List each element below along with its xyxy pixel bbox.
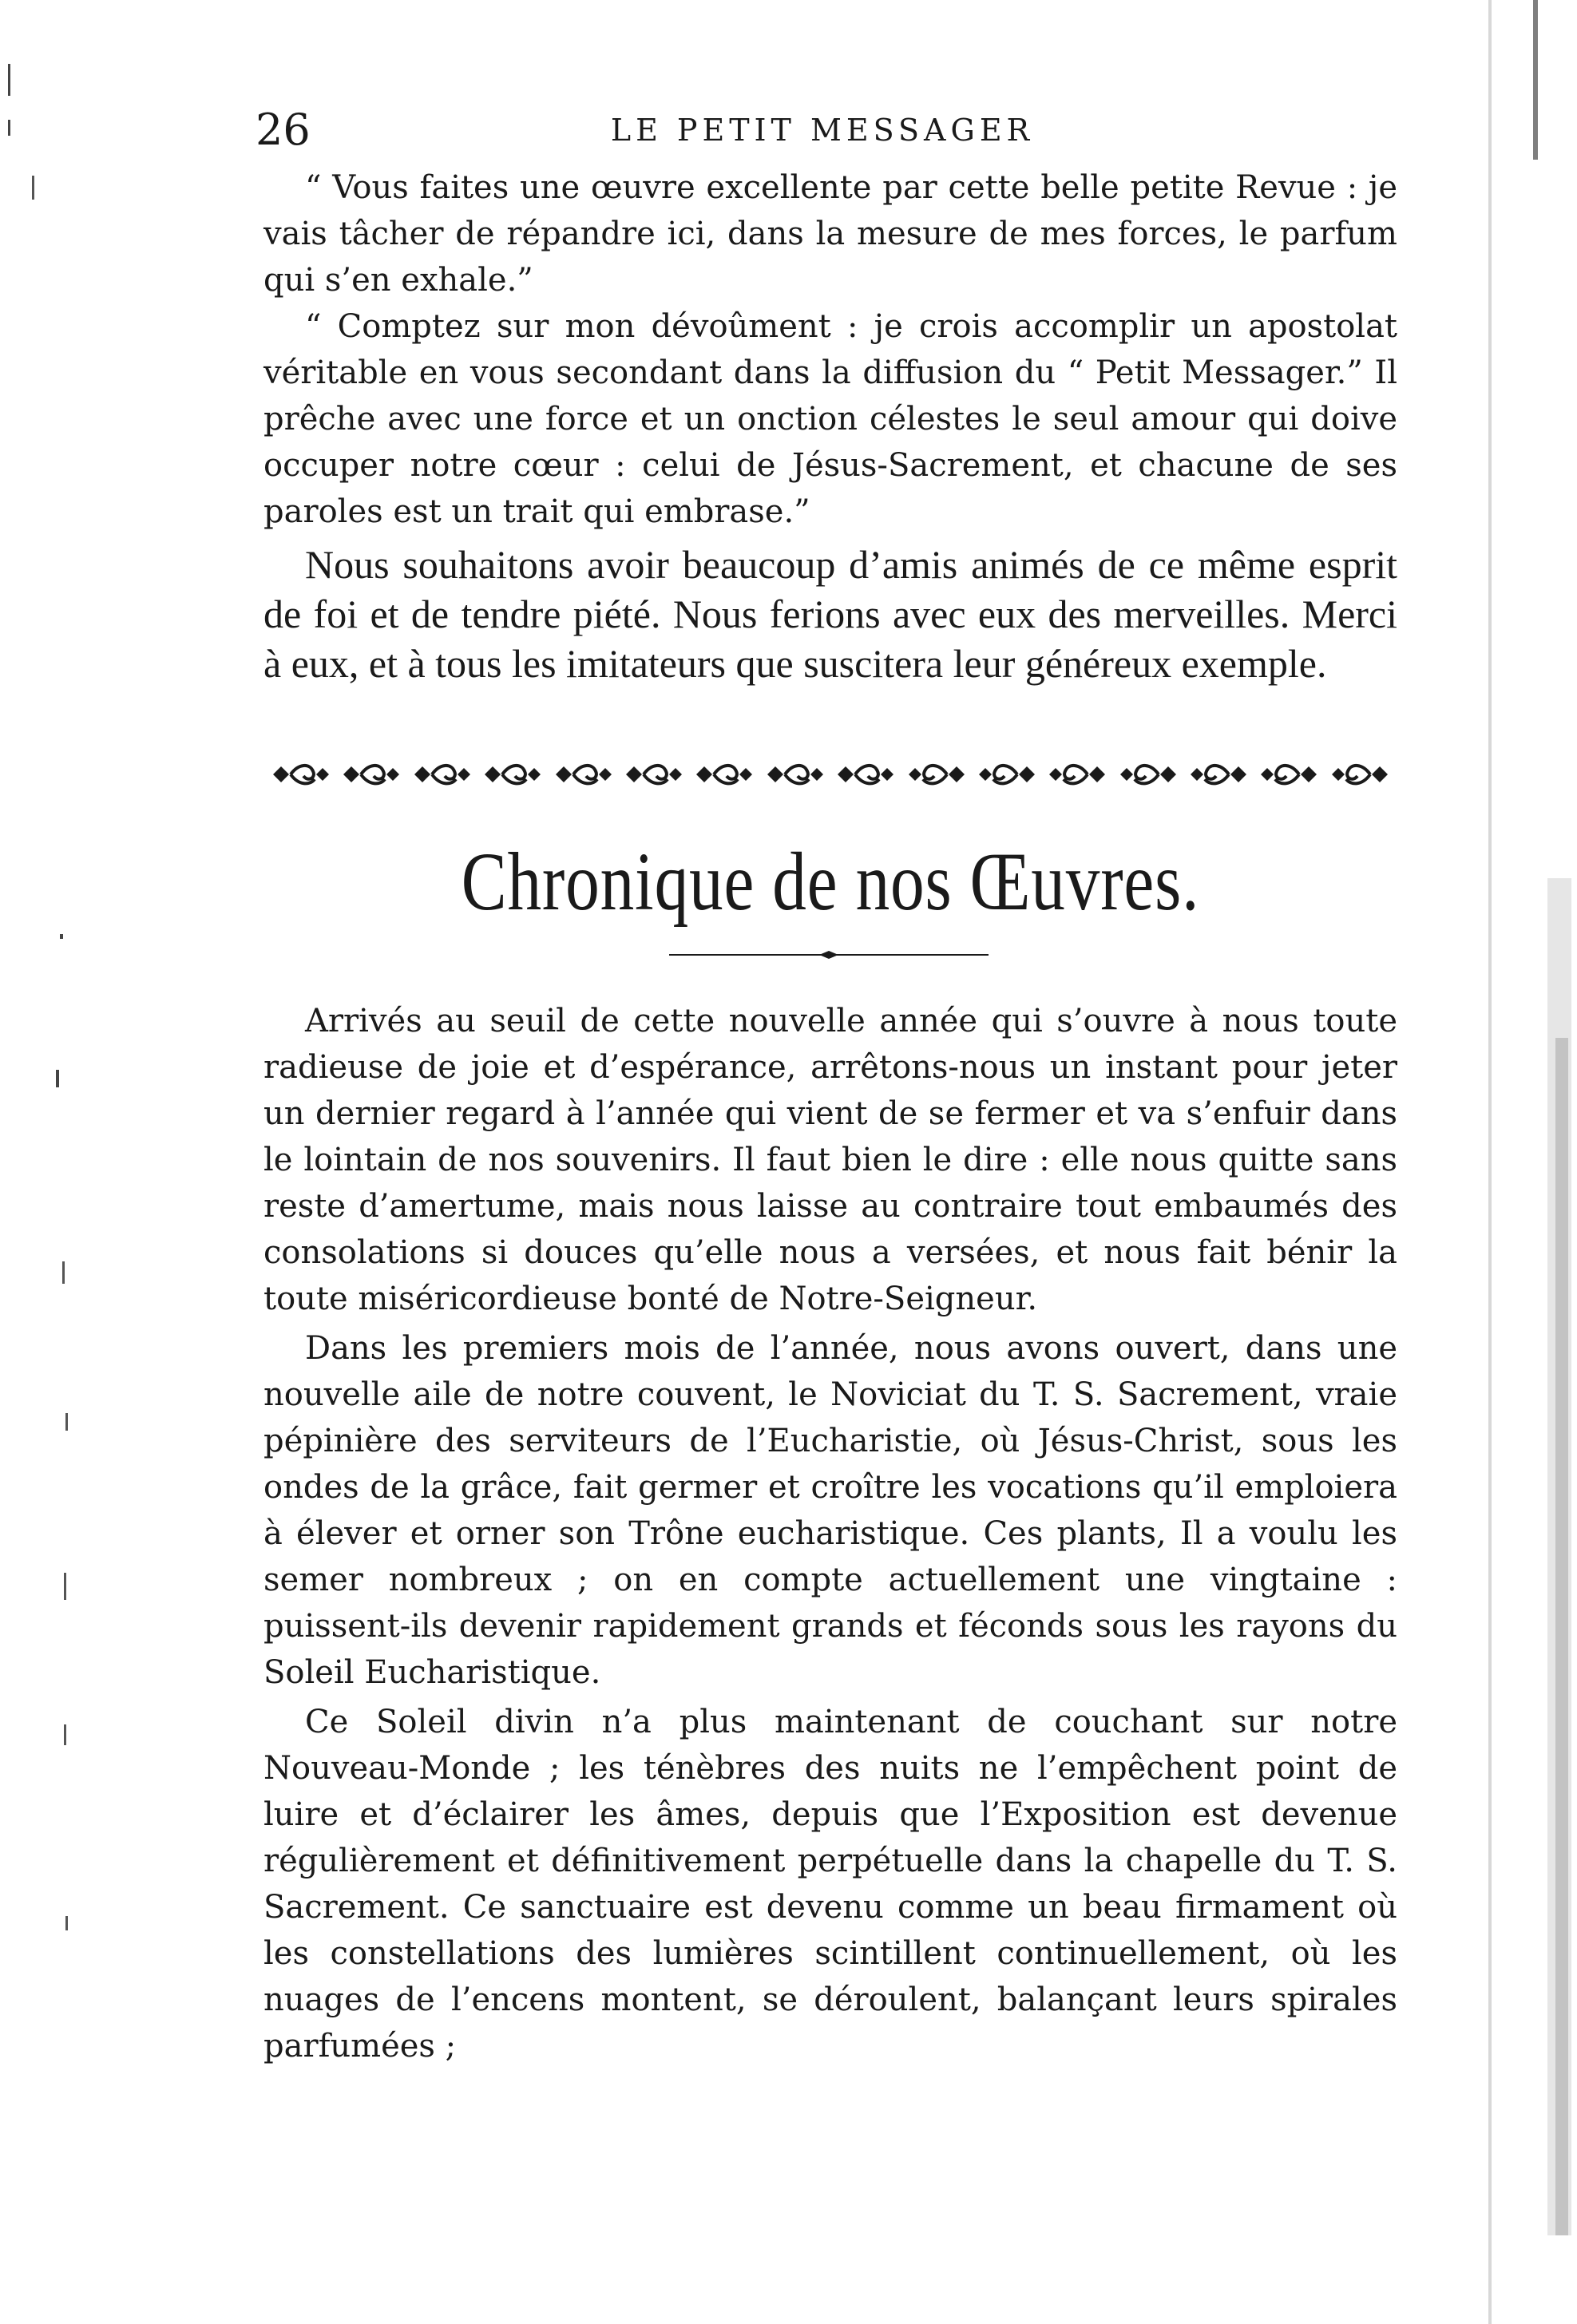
section-title: Chronique de nos Œuvres.: [461, 836, 1200, 928]
running-title: LE PETIT MESSAGER: [610, 113, 1035, 148]
fleuron-ornament: [483, 760, 542, 789]
quote-paragraph: “ Comptez sur mon dévoûment : je crois accomplir un apostolat véritable en vous secondant dans la diffusion du “ Petit Messager.” Il prêche avec une force et un onction célestes le seul amour qui doive occuper notre cœur : celui de Jésus-Sacrement, et chacune de ses paroles est un trait qui embrase.”: [263, 308, 1397, 530]
fleuron-ornament: [342, 760, 401, 789]
chronicle-paragraph: Ce Soleil divin n’a plus maintenant de couchant sur notre Nouveau-Monde ; les ténèbres des nuits ne l’empêchent point de luire et d’éclairer les âmes, depuis que l’Exposition est devenue régulièrement et définitivement perpétuelle dans la chapelle du T. S. Sacrement. Ce sanctuaire est devenu comme un beau firmament où les constellations des lumières scintillent continuellement, où les nuages de l’encens montent, se déroulent, balançant leurs spirales parfumées ;: [263, 1704, 1397, 2065]
fleuron-ornament: [554, 760, 613, 789]
chronicle-paragraph: Dans les premiers mois de l’année, nous avons ouvert, dans une nouvelle aile de notre couvent, le Noviciat du T. S. Sacrement, vraie pépinière des serviteurs de l’Eucharistie, où Jésus-Christ, sous les ondes de la grâce, fait germer et croître les vocations qu’il emploiera à élever et orner son Trône eucharistique. Ces plants, Il a voulu les semer nombreux ; on en compte actuellement une vingtaine : puissent-ils devenir rapidement grands et féconds sous les rayons du Soleil Eucharistique.: [263, 1330, 1397, 1691]
page-number: 26: [256, 105, 311, 155]
chronicle-paragraph: Arrivés au seuil de cette nouvelle année qui s’ouvre à nous toute radieuse de joie et d’espérance, arrêtons-nous un instant pour jeter un dernier regard à l’année qui vient de se fermer et va s’enfuir dans le lointain de nos souvenirs. Il faut bien le dire : elle nous quitte sans reste d’amertume, mais nous laisse au contraire tout embaumés des consolations si douces qu’elle nous a versées, et nous fait bénir la toute miséricordieuse bonté de Notre-Seigneur.: [263, 1003, 1397, 1317]
closing-paragraph: Nous souhaitons avoir beaucoup d’amis animés de ce même esprit de foi et de tendre piété. Nous ferions avec eux des merveilles. Merci à eux, et à tous les imitateurs que suscitera leur généreux exemple.: [263, 542, 1397, 686]
binding-edge-shadow: [1485, 0, 1577, 2324]
quote-paragraph: “ Vous faites une œuvre excellente par cette belle petite Revue : je vais tâcher de répandre ici, dans la mesure de mes forces, le parfum qui s’en exhale.”: [263, 169, 1397, 299]
fleuron-ornament: [766, 760, 825, 789]
fleuron-ornament: [1259, 760, 1318, 789]
fleuron-ornament: [1048, 760, 1107, 789]
running-head: [256, 102, 1389, 158]
closing-paragraph-block: [263, 540, 1397, 688]
fleuron-ornament: [1119, 760, 1178, 789]
fleuron-ornament: [1189, 760, 1248, 789]
fleuron-ornament: [907, 760, 966, 789]
margin-specks: [0, 0, 96, 2324]
fleuron-ornament: [271, 760, 331, 789]
quoted-testimonials: [263, 164, 1397, 535]
fleuron-ornament: [1330, 760, 1389, 789]
fleuron-ornament: [836, 760, 895, 789]
fleuron-ornament: [624, 760, 683, 789]
fleuron-ornament: [695, 760, 754, 789]
ornament-band: [271, 757, 1389, 792]
fleuron-ornament: [413, 760, 472, 789]
chronicle-text: [263, 998, 1397, 2069]
fleuron-ornament: [977, 760, 1036, 789]
title-rule: [669, 950, 989, 960]
